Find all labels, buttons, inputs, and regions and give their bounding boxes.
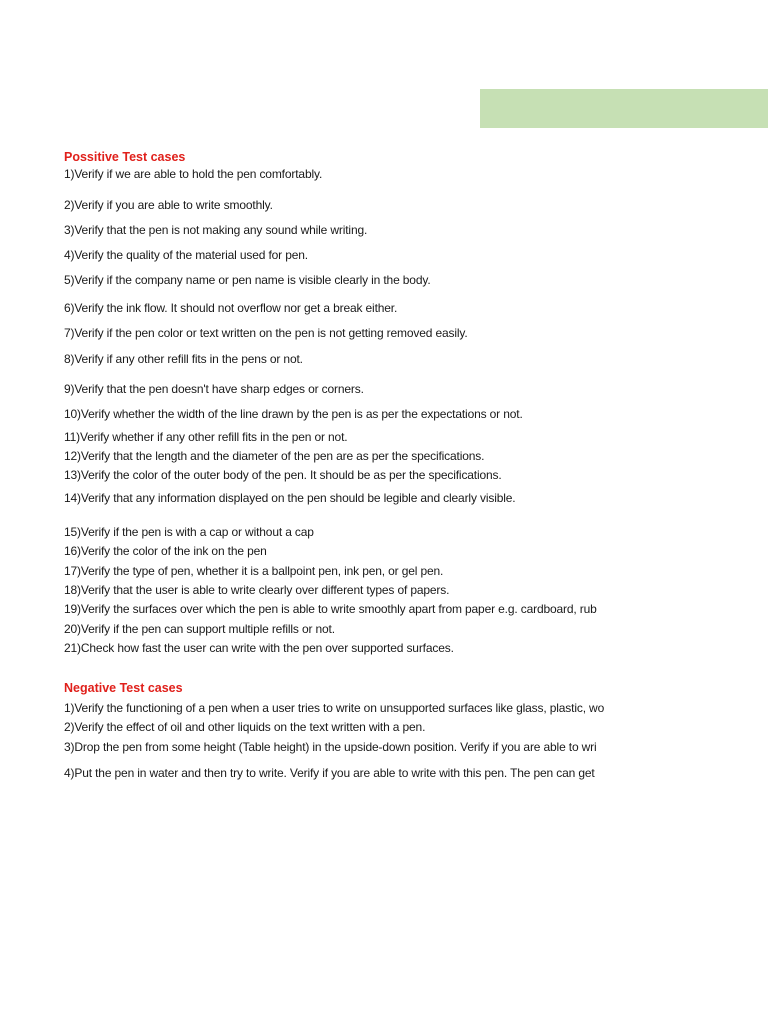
- positive-item-14: 14)Verify that any information displayed on the pen should be legible and clearly visible.: [64, 491, 516, 505]
- positive-item-20: 20)Verify if the pen can support multiple refills or not.: [64, 622, 335, 636]
- positive-item-10: 10)Verify whether the width of the line drawn by the pen is as per the expectations or not.: [64, 407, 523, 421]
- positive-item-15: 15)Verify if the pen is with a cap or without a cap: [64, 525, 314, 539]
- negative-item-2: 2)Verify the effect of oil and other liquids on the text written with a pen.: [64, 720, 426, 734]
- positive-item-6: 6)Verify the ink flow. It should not overflow nor get a break either.: [64, 301, 398, 315]
- positive-item-2: 2)Verify if you are able to write smoothly.: [64, 198, 273, 212]
- test-case-list: [64, 0, 649, 1024]
- positive-item-5: 5)Verify if the company name or pen name is visible clearly in the body.: [64, 273, 431, 287]
- negative-item-1: 1)Verify the functioning of a pen when a user tries to write on unsupported surfaces like glass, plastic, wo: [64, 701, 605, 715]
- positive-item-12: 12)Verify that the length and the diameter of the pen are as per the specifications.: [64, 449, 485, 463]
- positive-item-21: 21)Check how fast the user can write with the pen over supported surfaces.: [64, 641, 454, 655]
- positive-item-13: 13)Verify the color of the outer body of the pen. It should be as per the specifications.: [64, 468, 502, 482]
- positive-item-8: 8)Verify if any other refill fits in the pens or not.: [64, 352, 303, 366]
- positive-heading: Possitive Test cases: [64, 150, 186, 164]
- positive-item-17: 17)Verify the type of pen, whether it is a ballpoint pen, ink pen, or gel pen.: [64, 564, 444, 578]
- positive-item-18: 18)Verify that the user is able to write clearly over different types of papers.: [64, 583, 450, 597]
- positive-item-11: 11)Verify whether if any other refill fits in the pen or not.: [64, 430, 348, 444]
- positive-item-16: 16)Verify the color of the ink on the pen: [64, 544, 267, 558]
- positive-item-7: 7)Verify if the pen color or text written on the pen is not getting removed easily.: [64, 326, 468, 340]
- positive-item-19: 19)Verify the surfaces over which the pen is able to write smoothly apart from paper e.g. cardboard, rub: [64, 602, 597, 616]
- positive-item-3: 3)Verify that the pen is not making any sound while writing.: [64, 223, 368, 237]
- negative-item-3: 3)Drop the pen from some height (Table height) in the upside-down position. Verify if you are able to wri: [64, 740, 597, 754]
- positive-item-9: 9)Verify that the pen doesn't have sharp edges or corners.: [64, 382, 364, 396]
- negative-heading: Negative Test cases: [64, 681, 183, 695]
- positive-item-4: 4)Verify the quality of the material used for pen.: [64, 248, 308, 262]
- negative-item-4: 4)Put the pen in water and then try to write. Verify if you are able to write with this pen. The pen can get: [64, 766, 595, 780]
- positive-item-1: 1)Verify if we are able to hold the pen comfortably.: [64, 167, 323, 181]
